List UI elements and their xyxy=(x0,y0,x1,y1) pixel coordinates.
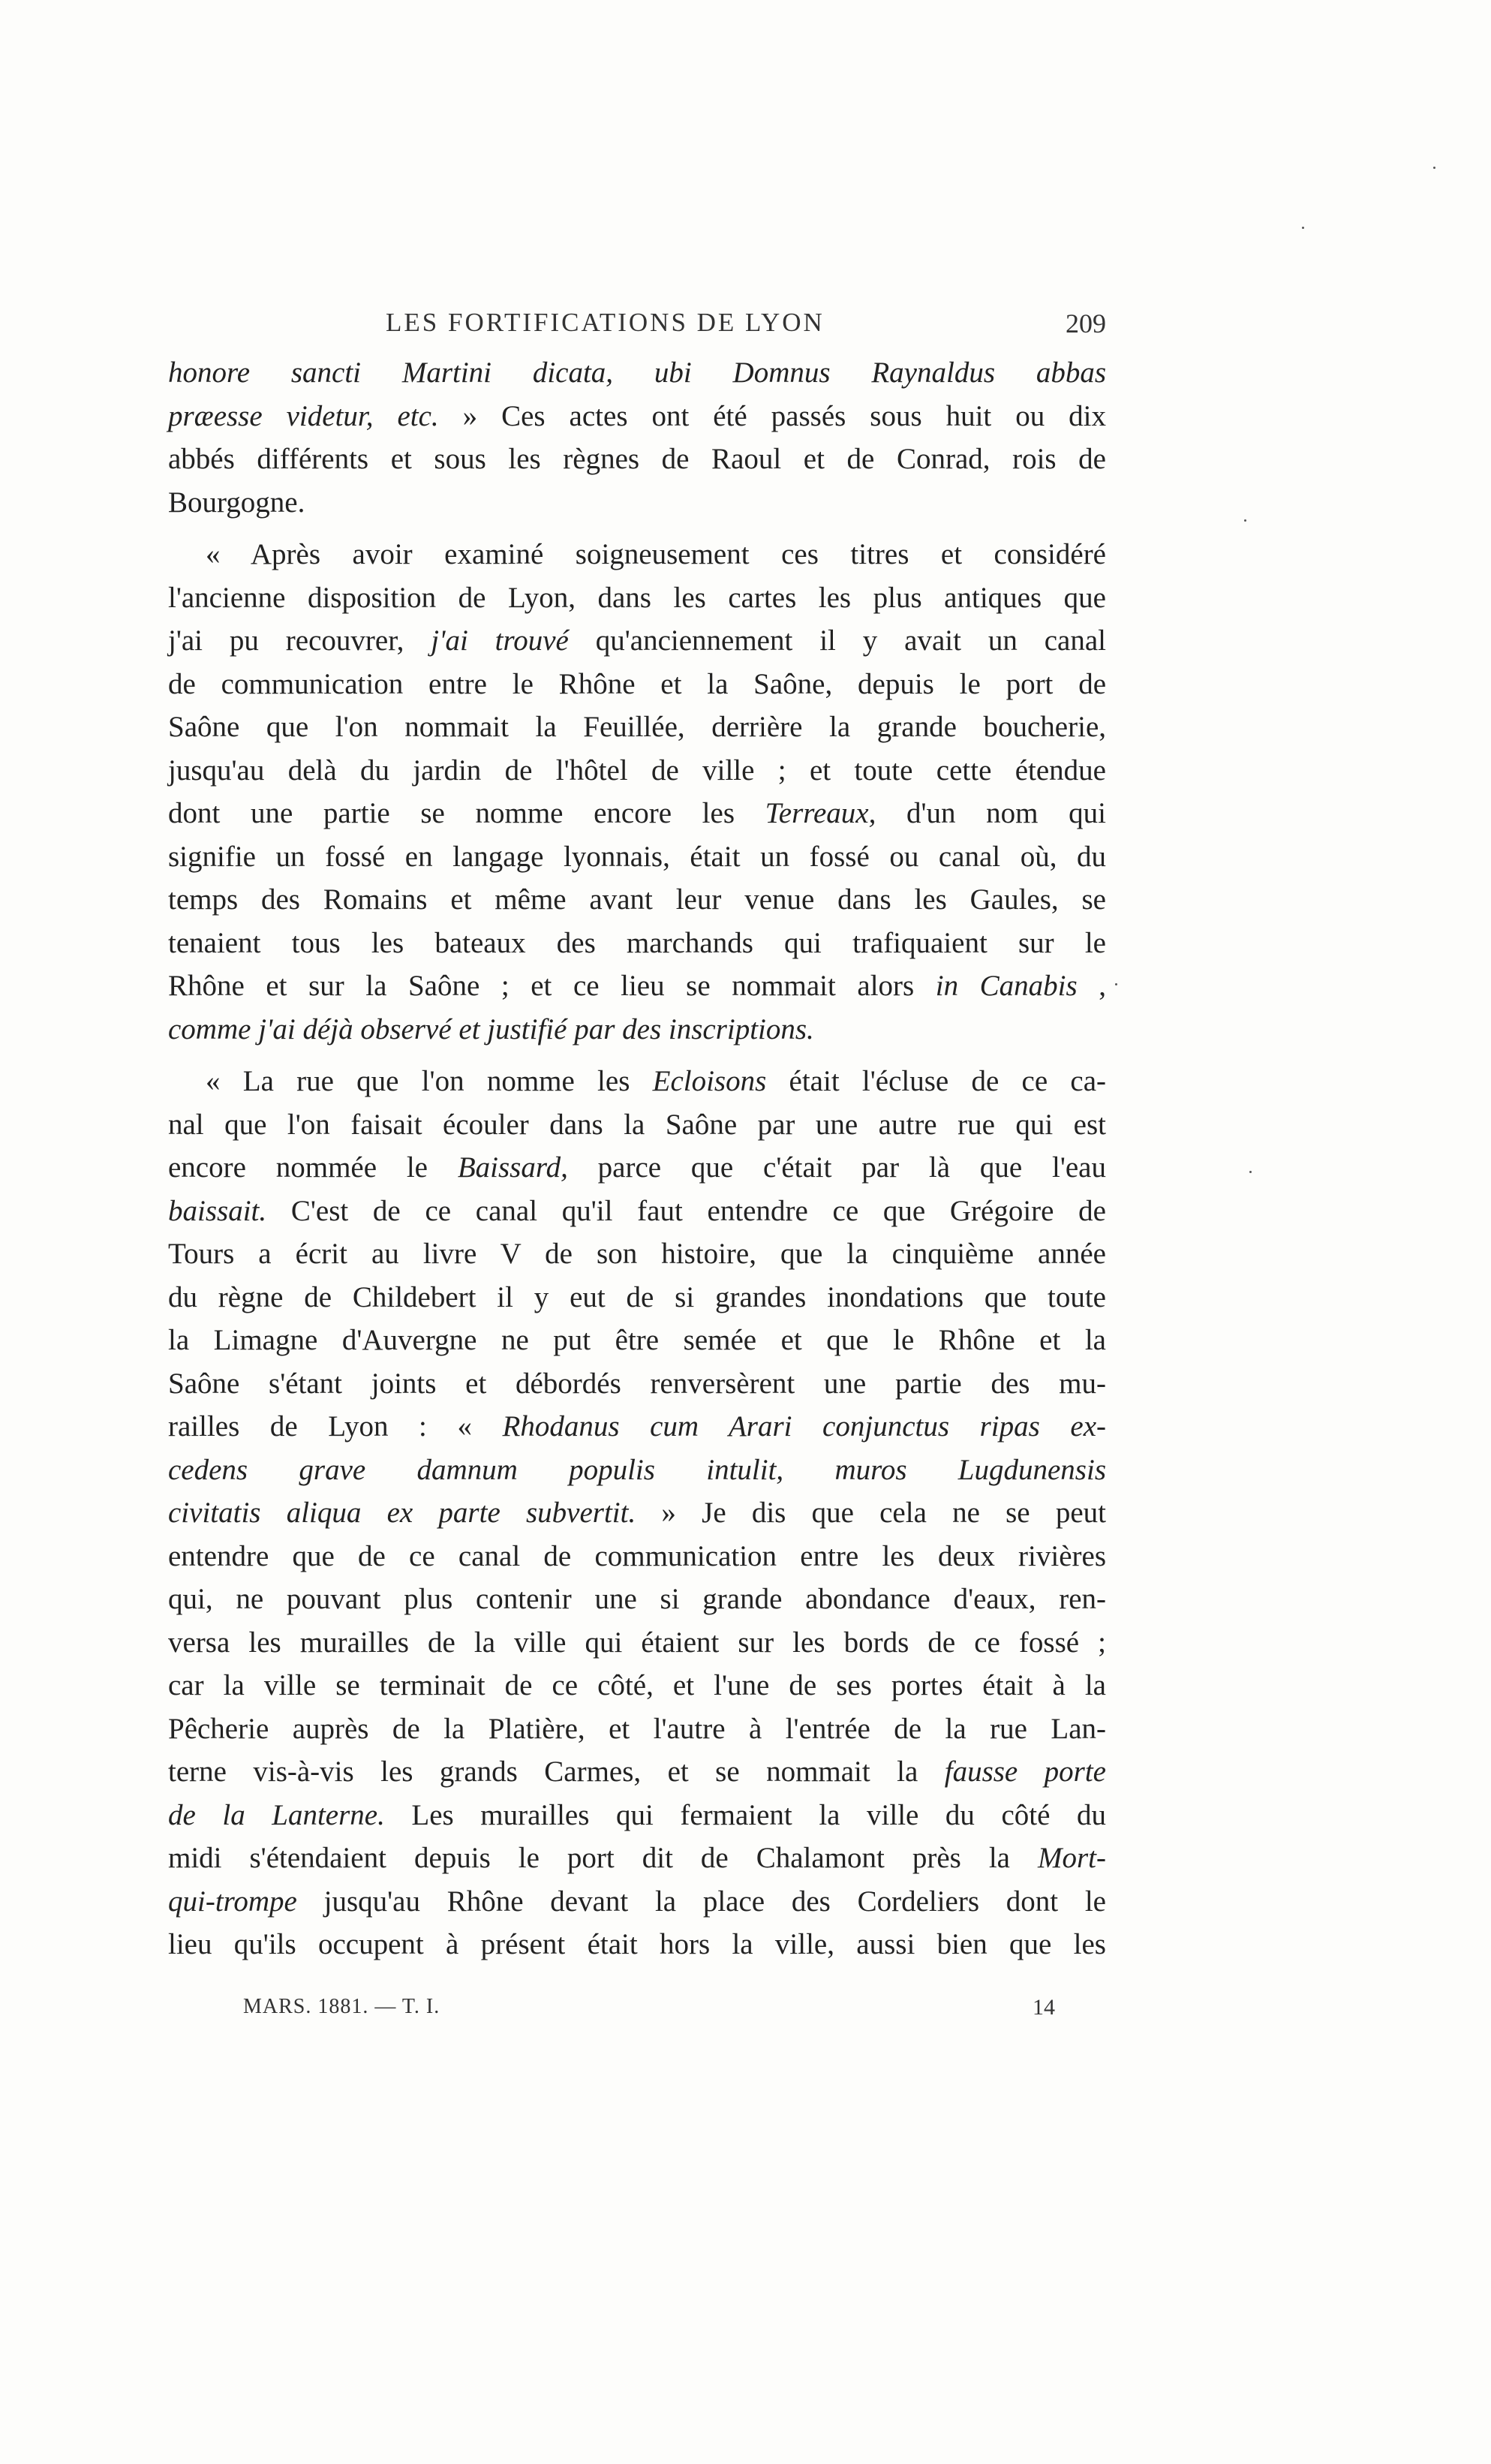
paper-speck xyxy=(1244,519,1246,522)
text-line: Saône s'étant joints et débordés renversèrent une partie des mu- xyxy=(168,1367,1106,1400)
paragraph-start-line: « La rue que l'on nomme les Ecloisons était l'écluse de ce ca- xyxy=(206,1065,1106,1097)
text-line: car la ville se terminait de ce côté, et l'une de ses portes était à la xyxy=(168,1669,1106,1701)
text-line: comme j'ai déjà observé et justifié par des inscriptions. xyxy=(168,1012,814,1045)
text-line: de la Lanterne. Les murailles qui fermaient la ville du côté du xyxy=(168,1798,1106,1831)
text-line: qui, ne pouvant plus contenir une si grande abondance d'eaux, ren- xyxy=(168,1583,1106,1615)
paragraph-start-line: « Après avoir examiné soigneusement ces titres et considéré xyxy=(206,538,1106,570)
text-line: temps des Romains et même avant leur venue dans les Gaules, se xyxy=(168,883,1106,916)
text-line: du règne de Childebert il y eut de si grandes inondations que toute xyxy=(168,1280,1106,1313)
text-line: honore sancti Martini dicata, ubi Domnus Raynaldus abbas xyxy=(168,357,1106,389)
text-line: terne vis-à-vis les grands Carmes, et se nommait la fausse porte xyxy=(168,1755,1106,1788)
running-title: LES FORTIFICATIONS DE LYON xyxy=(386,308,825,337)
text-line: abbés différents et sous les règnes de Raoul et de Conrad, rois de xyxy=(168,443,1106,475)
text-line: cedens grave damnum populis intulit, muros Lugdunensis xyxy=(168,1453,1106,1486)
text-line: Pêcherie auprès de la Platière, et l'autre à l'entrée de la rue Lan- xyxy=(168,1712,1106,1745)
text-line: lieu qu'ils occupent à présent était hors la ville, aussi bien que les xyxy=(168,1928,1106,1960)
text-line: versa les murailles de la ville qui étaient sur les bords de ce fossé ; xyxy=(168,1626,1106,1659)
text-line: baissait. C'est de ce canal qu'il faut entendre ce que Grégoire de xyxy=(168,1194,1106,1227)
paper-speck xyxy=(1302,227,1304,229)
text-line: entendre que de ce canal de communication entre les deux rivières xyxy=(168,1539,1106,1572)
text-line: tenaient tous les bateaux des marchands qui trafiquaient sur le xyxy=(168,926,1106,959)
body-text xyxy=(168,351,1106,1966)
text-line: l'ancienne disposition de Lyon, dans les cartes les plus antiques que xyxy=(168,581,1106,614)
text-line: Saône que l'on nommait la Feuillée, derrière la grande boucherie, xyxy=(168,711,1106,743)
text-line: civitatis aliqua ex parte subvertit. » Je dis que cela ne se peut xyxy=(168,1497,1106,1529)
running-head xyxy=(168,308,1106,345)
text-line: qui-trompe jusqu'au Rhône devant la place des Cordeliers dont le xyxy=(168,1885,1106,1918)
text-line: la Limagne d'Auvergne ne put être semée et que le Rhône et la xyxy=(168,1324,1106,1356)
text-line: Bourgogne. xyxy=(168,486,305,519)
text-line: de communication entre le Rhône et la Saône, depuis le port de xyxy=(168,667,1106,700)
paper-speck xyxy=(1115,983,1117,985)
page-number: 209 xyxy=(1066,308,1106,338)
text-line: nal que l'on faisait écouler dans la Saône par une autre rue qui est xyxy=(168,1108,1106,1141)
text-line: dont une partie se nomme encore les Terreaux, d'un nom qui xyxy=(168,797,1106,829)
printer-signature: MARS. 1881. — T. I. xyxy=(243,1995,440,2018)
text-line: præesse videtur, etc. » Ces actes ont été passés sous huit ou dix xyxy=(168,399,1107,432)
sheet-number: 14 xyxy=(1033,1995,1055,2020)
text-line: jusqu'au delà du jardin de l'hôtel de ville ; et toute cette étendue xyxy=(168,754,1106,787)
page-footer xyxy=(168,1995,1106,2025)
paper-speck xyxy=(1433,167,1435,169)
paper-speck xyxy=(1249,1171,1252,1173)
text-line: midi s'étendaient depuis le port dit de Chalamont près la Mort- xyxy=(168,1842,1106,1874)
text-line: railles de Lyon : « Rhodanus cum Arari conjunctus ripas ex- xyxy=(168,1410,1106,1443)
text-line: signifie un fossé en langage lyonnais, était un fossé ou canal où, du xyxy=(168,840,1106,873)
text-line: encore nommée le Baissard, parce que c'était par là que l'eau xyxy=(168,1151,1106,1184)
text-line: Tours a écrit au livre V de son histoire, que la cinquième année xyxy=(168,1238,1106,1270)
text-line: j'ai pu recouvrer, j'ai trouvé qu'anciennement il y avait un canal xyxy=(168,624,1107,657)
text-line: Rhône et sur la Saône ; et ce lieu se nommait alors in Canabis , xyxy=(168,970,1106,1002)
